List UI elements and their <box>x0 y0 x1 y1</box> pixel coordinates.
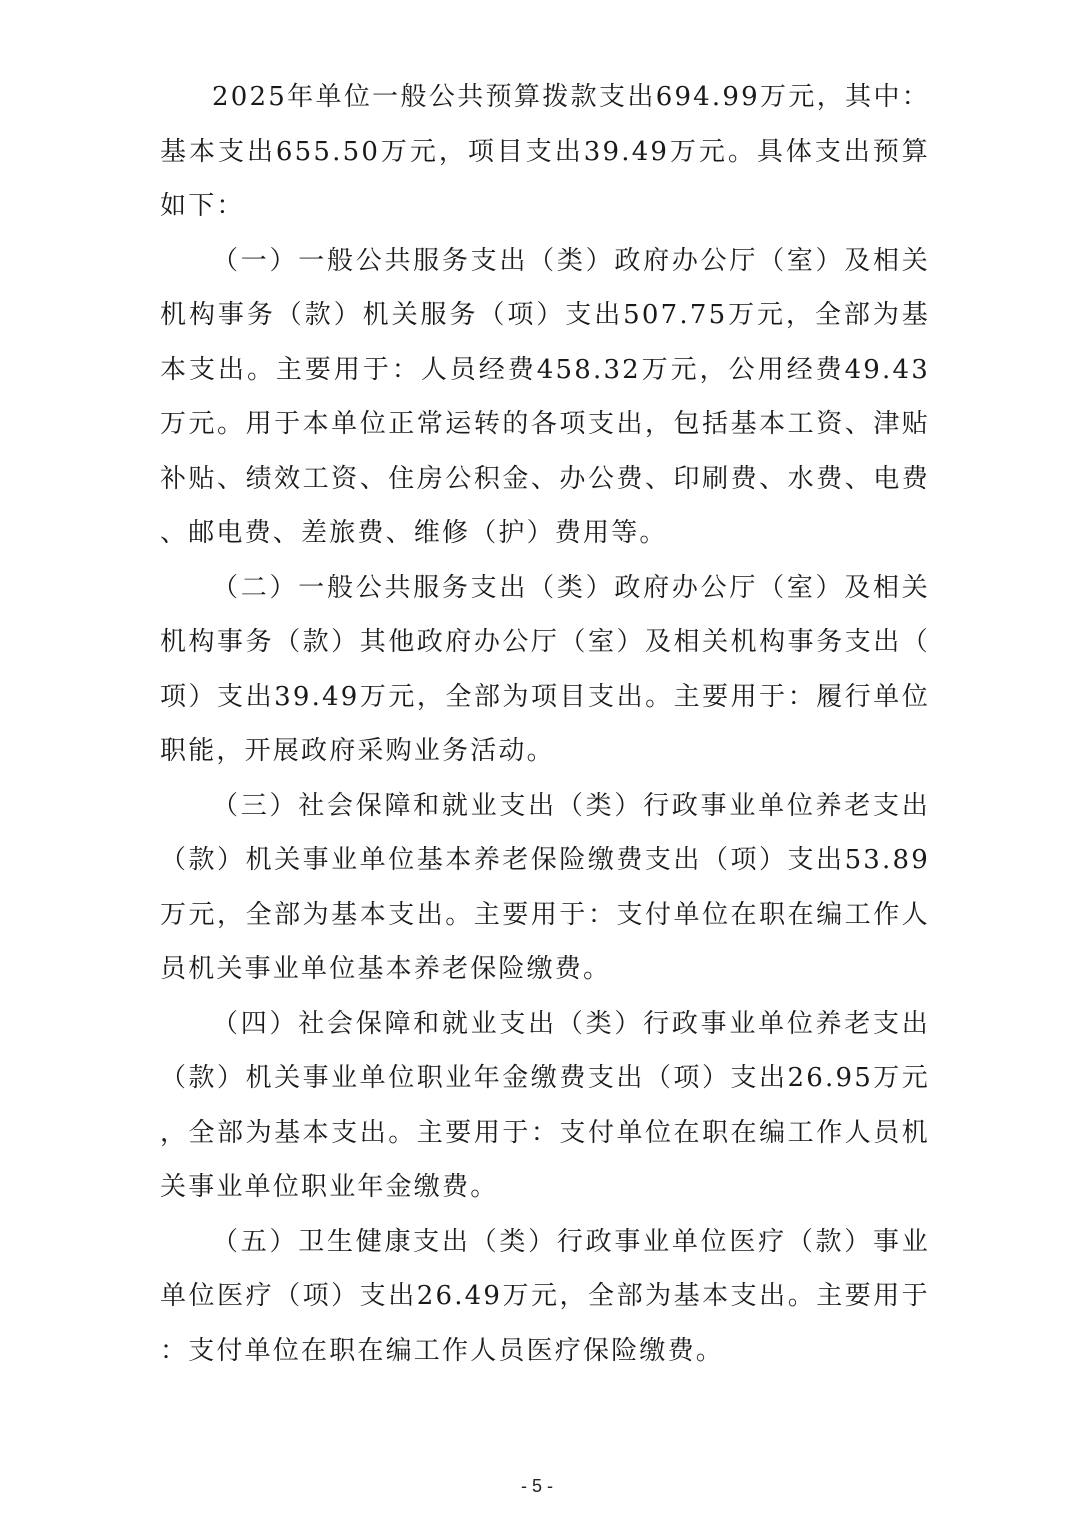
paragraph-item-4: （四）社会保障和就业支出（类）行政事业单位养老支出（款）机关事业单位职业年金缴费支出（项）支出26.95万元，全部为基本支出。主要用于：支付单位在职在编工作人员机关事业单位职业年金缴费。 <box>160 1008 930 1202</box>
body-text <box>160 70 930 1378</box>
paragraph-item-3: （三）社会保障和就业支出（类）行政事业单位养老支出（款）机关事业单位基本养老保险缴费支出（项）支出53.89万元，全部为基本支出。主要用于：支付单位在职在编工作人员机关事业单位基本养老保险缴费。 <box>160 790 930 984</box>
page-number: - 5 - <box>520 1476 553 1496</box>
paragraph-item-5: （五）卫生健康支出（类）行政事业单位医疗（款）事业单位医疗（项）支出26.49万元，全部为基本支出。主要用于：支付单位在职在编工作人员医疗保险缴费。 <box>160 1226 930 1366</box>
paragraph-item-1: （一）一般公共服务支出（类）政府办公厅（室）及相关机构事务（款）机关服务（项）支出507.75万元，全部为基本支出。主要用于：人员经费458.32万元，公用经费49.43万元。用于本单位正常运转的各项支出，包括基本工资、津贴补贴、绩效工资、住房公积金、办公费、印刷费、水费、电费、邮电费、差旅费、维修（护）费用等。 <box>160 245 930 548</box>
paragraph-item-2: （二）一般公共服务支出（类）政府办公厅（室）及相关机构事务（款）其他政府办公厅（室）及相关机构事务支出（项）支出39.49万元，全部为项目支出。主要用于：履行单位职能，开展政府采购业务活动。 <box>160 572 930 766</box>
paragraph-budget-summary: 2025年单位一般公共预算拨款支出694.99万元，其中：基本支出655.50万元，项目支出39.49万元。具体支出预算如下： <box>160 82 930 221</box>
